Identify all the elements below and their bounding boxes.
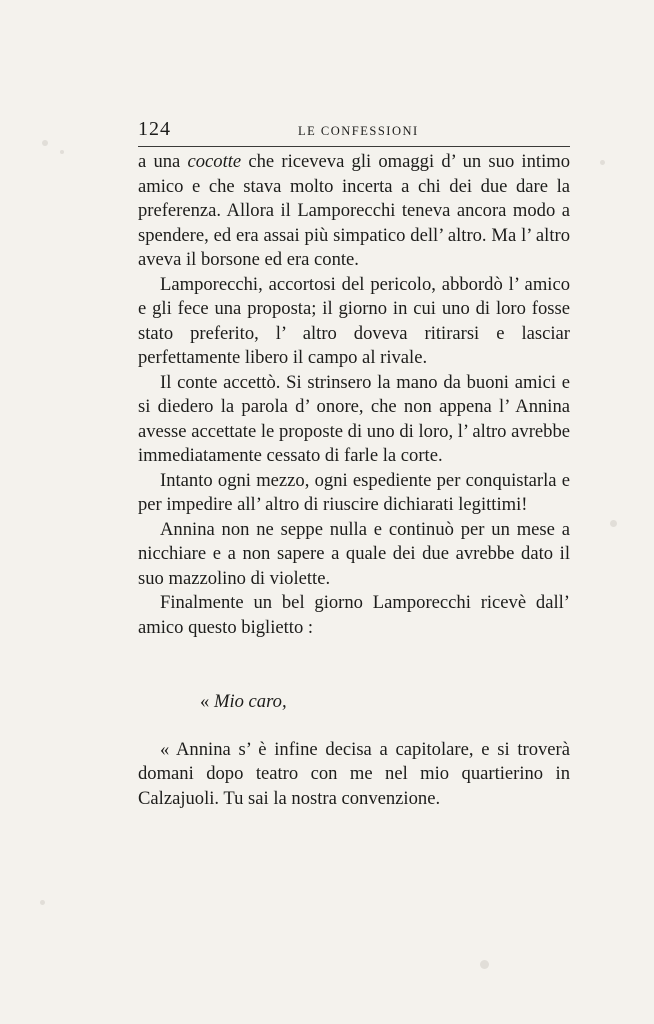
letter-salutation — [138, 690, 570, 715]
paragraph-text: a una — [138, 151, 188, 172]
body-text — [138, 150, 570, 811]
paragraph: Il conte accettò. Si strinsero la mano da buoni amici e si diedero la parola d’ onore, che non appena l’ Annina avesse accettate le proposte di uno di loro, l’ altro avrebbe immediatamente cessato di farle la corte. — [138, 371, 570, 466]
paper-speck — [600, 160, 605, 165]
header-rule — [138, 146, 570, 147]
open-quote: « — [200, 691, 214, 712]
italic-word: cocotte — [187, 151, 242, 172]
running-head: LE CONFESSIONI — [298, 124, 419, 138]
page-header — [138, 118, 570, 148]
paragraph: Lamporecchi, accortosi del pericolo, abbordò l’ amico e gli fece una proposta; il giorno in cui uno di loro fosse stato preferito, l’ altro doveva ritirarsi e lasciar perfettamente libero il campo al rivale. — [138, 273, 570, 368]
paragraph-text: che riceveva gli omaggi d’ un suo intimo amico e che stava molto incerta a chi dei due dare la preferenza. Allora il Lamporecchi teneva ancora modo a spendere, ed era assai più simpatico dell’ altro. Ma l’ altro aveva il borsone ed era conte. — [138, 151, 570, 270]
paragraph: Intanto ogni mezzo, ogni espediente per conquistarla e per impedire all’ altro di riuscire dichiarati legittimi! — [138, 469, 570, 515]
paragraph: Annina non ne seppe nulla e continuò per un mese a nicchiare e a non sapere a quale dei due avrebbe dato il suo mazzolino di violette. — [138, 518, 570, 589]
paper-speck — [610, 520, 617, 527]
paper-speck — [40, 900, 45, 905]
page-number: 124 — [138, 118, 171, 140]
paper-speck — [42, 140, 48, 146]
paragraph: Finalmente un bel giorno Lamporecchi ricevè dall’ amico questo biglietto : — [138, 592, 570, 638]
letter-paragraph: « Annina s’ è infine decisa a capitolare, e si troverà domani dopo teatro con me nel mio quartierino in Calzajuoli. Tu sai la nostra convenzione. — [138, 738, 570, 809]
paper-speck — [60, 150, 64, 154]
paragraph — [138, 150, 570, 273]
paper-speck — [480, 960, 489, 969]
salutation-text: Mio caro, — [213, 691, 287, 712]
